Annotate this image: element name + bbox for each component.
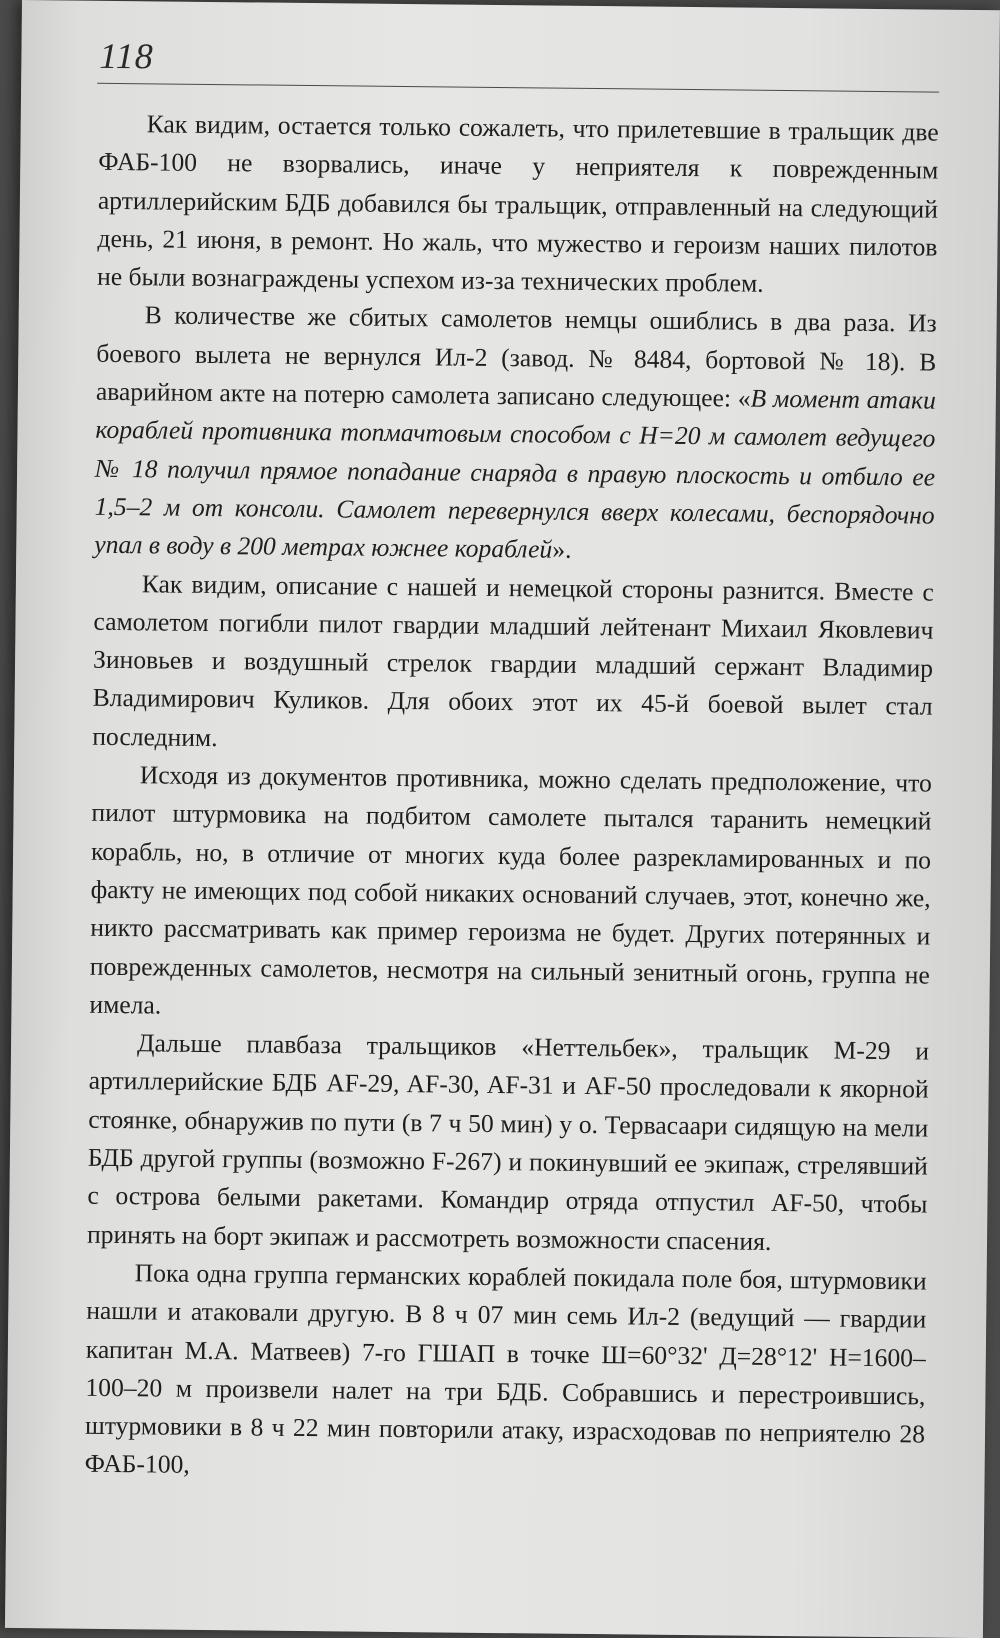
- paragraph: Пока одна группа германских кораблей покидала поле боя, штурмовики нашли и атаковали другую. В 8 ч 07 мин семь Ил-2 (ведущий — гвардии капитан М.А. Матвеев) 7-го ГШАП в точке Ш=60°32' Д=28°12' Н=1600–100–20 м произвели налет на три БДБ. Собравшись и перестроившись, штурмовики в 8 ч 22 мин повторили атаку, израсходовав по неприятелю 28 ФАБ-100,: [84, 1258, 927, 1480]
- paragraph-with-quote: [94, 296, 937, 573]
- paragraph: Дальше плавбаза тральщиков «Неттельбек», тральщик М-29 и артиллерийские БДБ AF-29, AF-30, AF-31 и AF-50 проследовали к якорной стоянке, обнаружив по пути (в 7 ч 50 мин) у о. Тервасаари сидящую на мели БДБ другой группы (возможно F-267) и покинувший ее экипаж, стрелявший с острова белыми ракетами. Командир отряда отпустил AF-50, чтобы принять на борт экипаж и рассмотреть возможности спасения.: [86, 1028, 930, 1256]
- paragraph: Как видим, описание с нашей и немецкой стороны разнится. Вместе с самолетом погибли пилот гвардии младший лейтенант Михаил Яковлевич Зиновьев и воздушный стрелок гвардии младший сержант Владимир Владимирович Куликов. Для обоих этот их 45-й боевой вылет стал последним.: [92, 568, 935, 752]
- page-number: 118: [99, 35, 154, 77]
- paragraph-text: ».: [552, 534, 572, 565]
- header-rule: [97, 83, 939, 93]
- paragraph: Исходя из документов противника, можно сделать предположение, что пилот штурмовика на подбитом самолете пытался таранить немецкий корабль, но, в отличие от многих куда более разрекламированных и по факту не имеющих под собой никаких оснований случаев, этот, конечно же, никто рассматривать как пример героизма не будет. Других потерянных и поврежденных самолетов, несмотря на сильный зенитный огонь, группа не имела.: [89, 760, 933, 1020]
- paragraph-text: В количестве же сбитых самолетов немцы ошиблись в два раза. Из боевого вылета не вернулся Ил-2 (завод. № 8484, бортовой № 18). В аварийном акте на потерю самолета записано следующее: «: [95, 300, 937, 413]
- body-text: [84, 105, 938, 1492]
- paragraph: Как видим, остается только сожалеть, что прилетевшие в тральщик две ФАБ-100 не взорвались, иначе у неприятеля к поврежденным артиллерийским БДБ добавился бы тральщик, отправленный на следующий день, 21 июня, в ремонт. Но жаль, что мужество и героизм наших пилотов не были вознаграждены успехом из-за технических проблем.: [96, 109, 939, 298]
- italic-quote: В момент атаки кораблей противника топмачтовым способом с Н=20 м самолет ведущего № 18 получил прямое попадание снаряда в правую плоскость и отбило ее 1,5–2 м от консоли. Самолет перевернулся вверх колесами, беспорядочно упал в воду в 200 метрах южнее кораблей: [94, 383, 937, 564]
- book-page: [5, 0, 1000, 1638]
